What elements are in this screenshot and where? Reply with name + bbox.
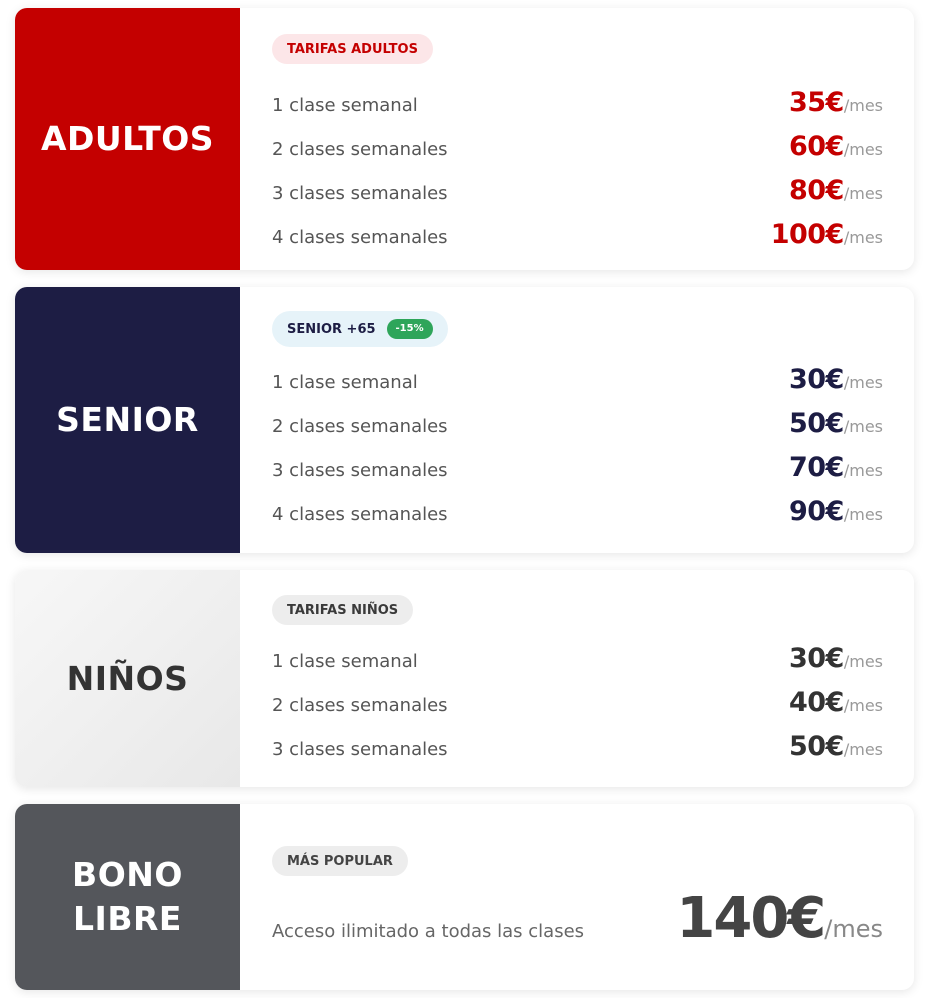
price-value: 30€ — [788, 364, 844, 395]
price-value: 60€ — [788, 131, 844, 162]
price-unit: /mes — [843, 505, 883, 524]
category-panel-senior — [15, 287, 240, 553]
price-row — [272, 175, 883, 211]
category-title: NIÑOS — [66, 658, 189, 698]
pricing-card-senior — [15, 287, 914, 553]
price-value: 30€ — [788, 643, 844, 674]
bono-price-unit: /mes — [824, 915, 883, 943]
price-unit: /mes — [843, 184, 883, 203]
price-row — [272, 364, 883, 400]
price-unit: /mes — [843, 228, 883, 247]
bono-description: Acceso ilimitado a todas las clases — [272, 921, 585, 942]
price-row — [272, 643, 883, 679]
popular-badge: MÁS POPULAR — [272, 846, 408, 876]
price-row-label: 3 clases semanales — [272, 739, 448, 760]
price-row — [272, 496, 883, 532]
price-row-label: 1 clase semanal — [272, 95, 418, 116]
category-title-line2: LIBRE — [73, 899, 182, 938]
pricing-content — [240, 287, 914, 553]
pricing-card-bono-libre — [15, 804, 914, 990]
pricing-card-adultos — [15, 8, 914, 270]
price-row-label: 1 clase semanal — [272, 372, 418, 393]
price-row-label: 2 clases semanales — [272, 695, 448, 716]
tariff-badge-label: SENIOR +65 — [287, 321, 376, 337]
price-unit: /mes — [843, 461, 883, 480]
price-value: 35€ — [788, 87, 844, 118]
price-row-label: 4 clases semanales — [272, 227, 448, 248]
price-row-label: 1 clase semanal — [272, 651, 418, 672]
price-value: 100€ — [770, 219, 844, 250]
pricing-content — [240, 570, 914, 787]
price-value: 40€ — [788, 687, 844, 718]
price-unit: /mes — [843, 140, 883, 159]
bono-price-value: 140€ — [676, 886, 825, 951]
bono-price-row — [272, 886, 883, 956]
price-unit: /mes — [843, 652, 883, 671]
price-value: 80€ — [788, 175, 844, 206]
category-title-line1: BONO — [72, 855, 183, 894]
price-row — [272, 219, 883, 255]
price-row — [272, 731, 883, 767]
price-value: 90€ — [788, 496, 844, 527]
category-panel-adultos — [15, 8, 240, 270]
tariff-badge: TARIFAS NIÑOS — [272, 595, 413, 625]
category-panel-bono-libre — [15, 804, 240, 990]
discount-badge: -15% — [387, 319, 433, 339]
price-unit: /mes — [843, 373, 883, 392]
price-row — [272, 408, 883, 444]
pricing-content — [240, 8, 914, 270]
category-title: ADULTOS — [40, 119, 215, 158]
tariff-badge: TARIFAS ADULTOS — [272, 34, 433, 64]
price-unit: /mes — [843, 740, 883, 759]
category-title: SENIOR — [56, 400, 199, 439]
price-row-label: 2 clases semanales — [272, 139, 448, 160]
price-row-label: 3 clases semanales — [272, 183, 448, 204]
price-unit: /mes — [843, 417, 883, 436]
pricing-card-ninos — [15, 570, 914, 787]
price-value: 50€ — [788, 731, 844, 762]
price-value: 70€ — [788, 452, 844, 483]
price-row — [272, 452, 883, 488]
price-row — [272, 687, 883, 723]
price-row-label: 3 clases semanales — [272, 460, 448, 481]
price-unit: /mes — [843, 96, 883, 115]
tariff-badge — [272, 311, 448, 347]
pricing-content — [240, 804, 914, 990]
price-row — [272, 131, 883, 167]
price-row — [272, 87, 883, 123]
price-value: 50€ — [788, 408, 844, 439]
price-row-label: 2 clases semanales — [272, 416, 448, 437]
price-unit: /mes — [843, 696, 883, 715]
category-panel-ninos — [15, 570, 240, 787]
price-row-label: 4 clases semanales — [272, 504, 448, 525]
